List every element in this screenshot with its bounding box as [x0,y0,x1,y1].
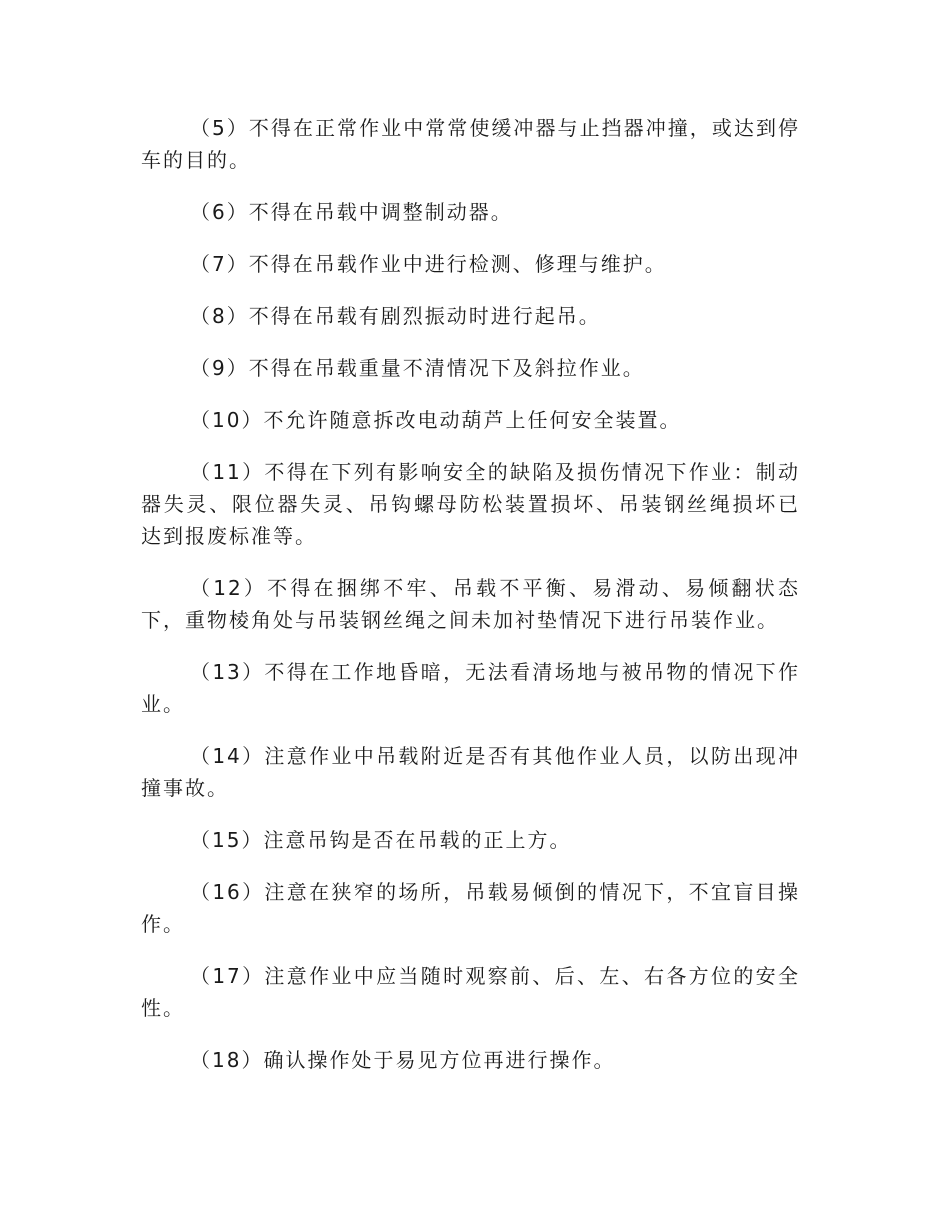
paragraph-item-6: （6）不得在吊载中调整制动器。 [190,200,513,224]
paragraph-item-8: （8）不得在吊载有剧烈振动时进行起吊。 [190,304,601,328]
paragraph-item-18: （18）确认操作处于易见方位再进行操作。 [190,1048,616,1072]
paragraph-item-17: （17）注意作业中应当随时观察前、后、左、右各方位的安全性。 [141,964,800,1020]
paragraph-item-13: （13）不得在工作地昏暗，无法看清场地与被吊物的情况下作业。 [141,660,800,716]
paragraph-item-9: （9）不得在吊载重量不清情况下及斜拉作业。 [190,356,645,380]
paragraph-item-7: （7）不得在吊载作业中进行检测、修理与维护。 [190,252,667,276]
paragraph-item-10: （10）不允许随意拆改电动葫芦上任何安全装置。 [190,408,682,432]
paragraph-item-16: （16）注意在狭窄的场所，吊载易倾倒的情况下，不宜盲目操作。 [141,880,800,936]
paragraph-item-5: （5）不得在正常作业中常常使缓冲器与止挡器冲撞，或达到停车的目的。 [141,116,800,172]
paragraph-item-15: （15）注意吊钩是否在吊载的正上方。 [190,828,572,852]
paragraph-item-11: （11）不得在下列有影响安全的缺陷及损伤情况下作业：制动器失灵、限位器失灵、吊钩螺母防松装置损坏、吊装钢丝绳损坏已达到报废标准等。 [141,460,800,548]
paragraph-item-12: （12）不得在捆绑不牢、吊载不平衡、易滑动、易倾翻状态下，重物棱角处与吊装钢丝绳之间未加衬垫情况下进行吊装作业。 [141,576,800,632]
paragraph-item-14: （14）注意作业中吊载附近是否有其他作业人员，以防出现冲撞事故。 [141,744,800,800]
